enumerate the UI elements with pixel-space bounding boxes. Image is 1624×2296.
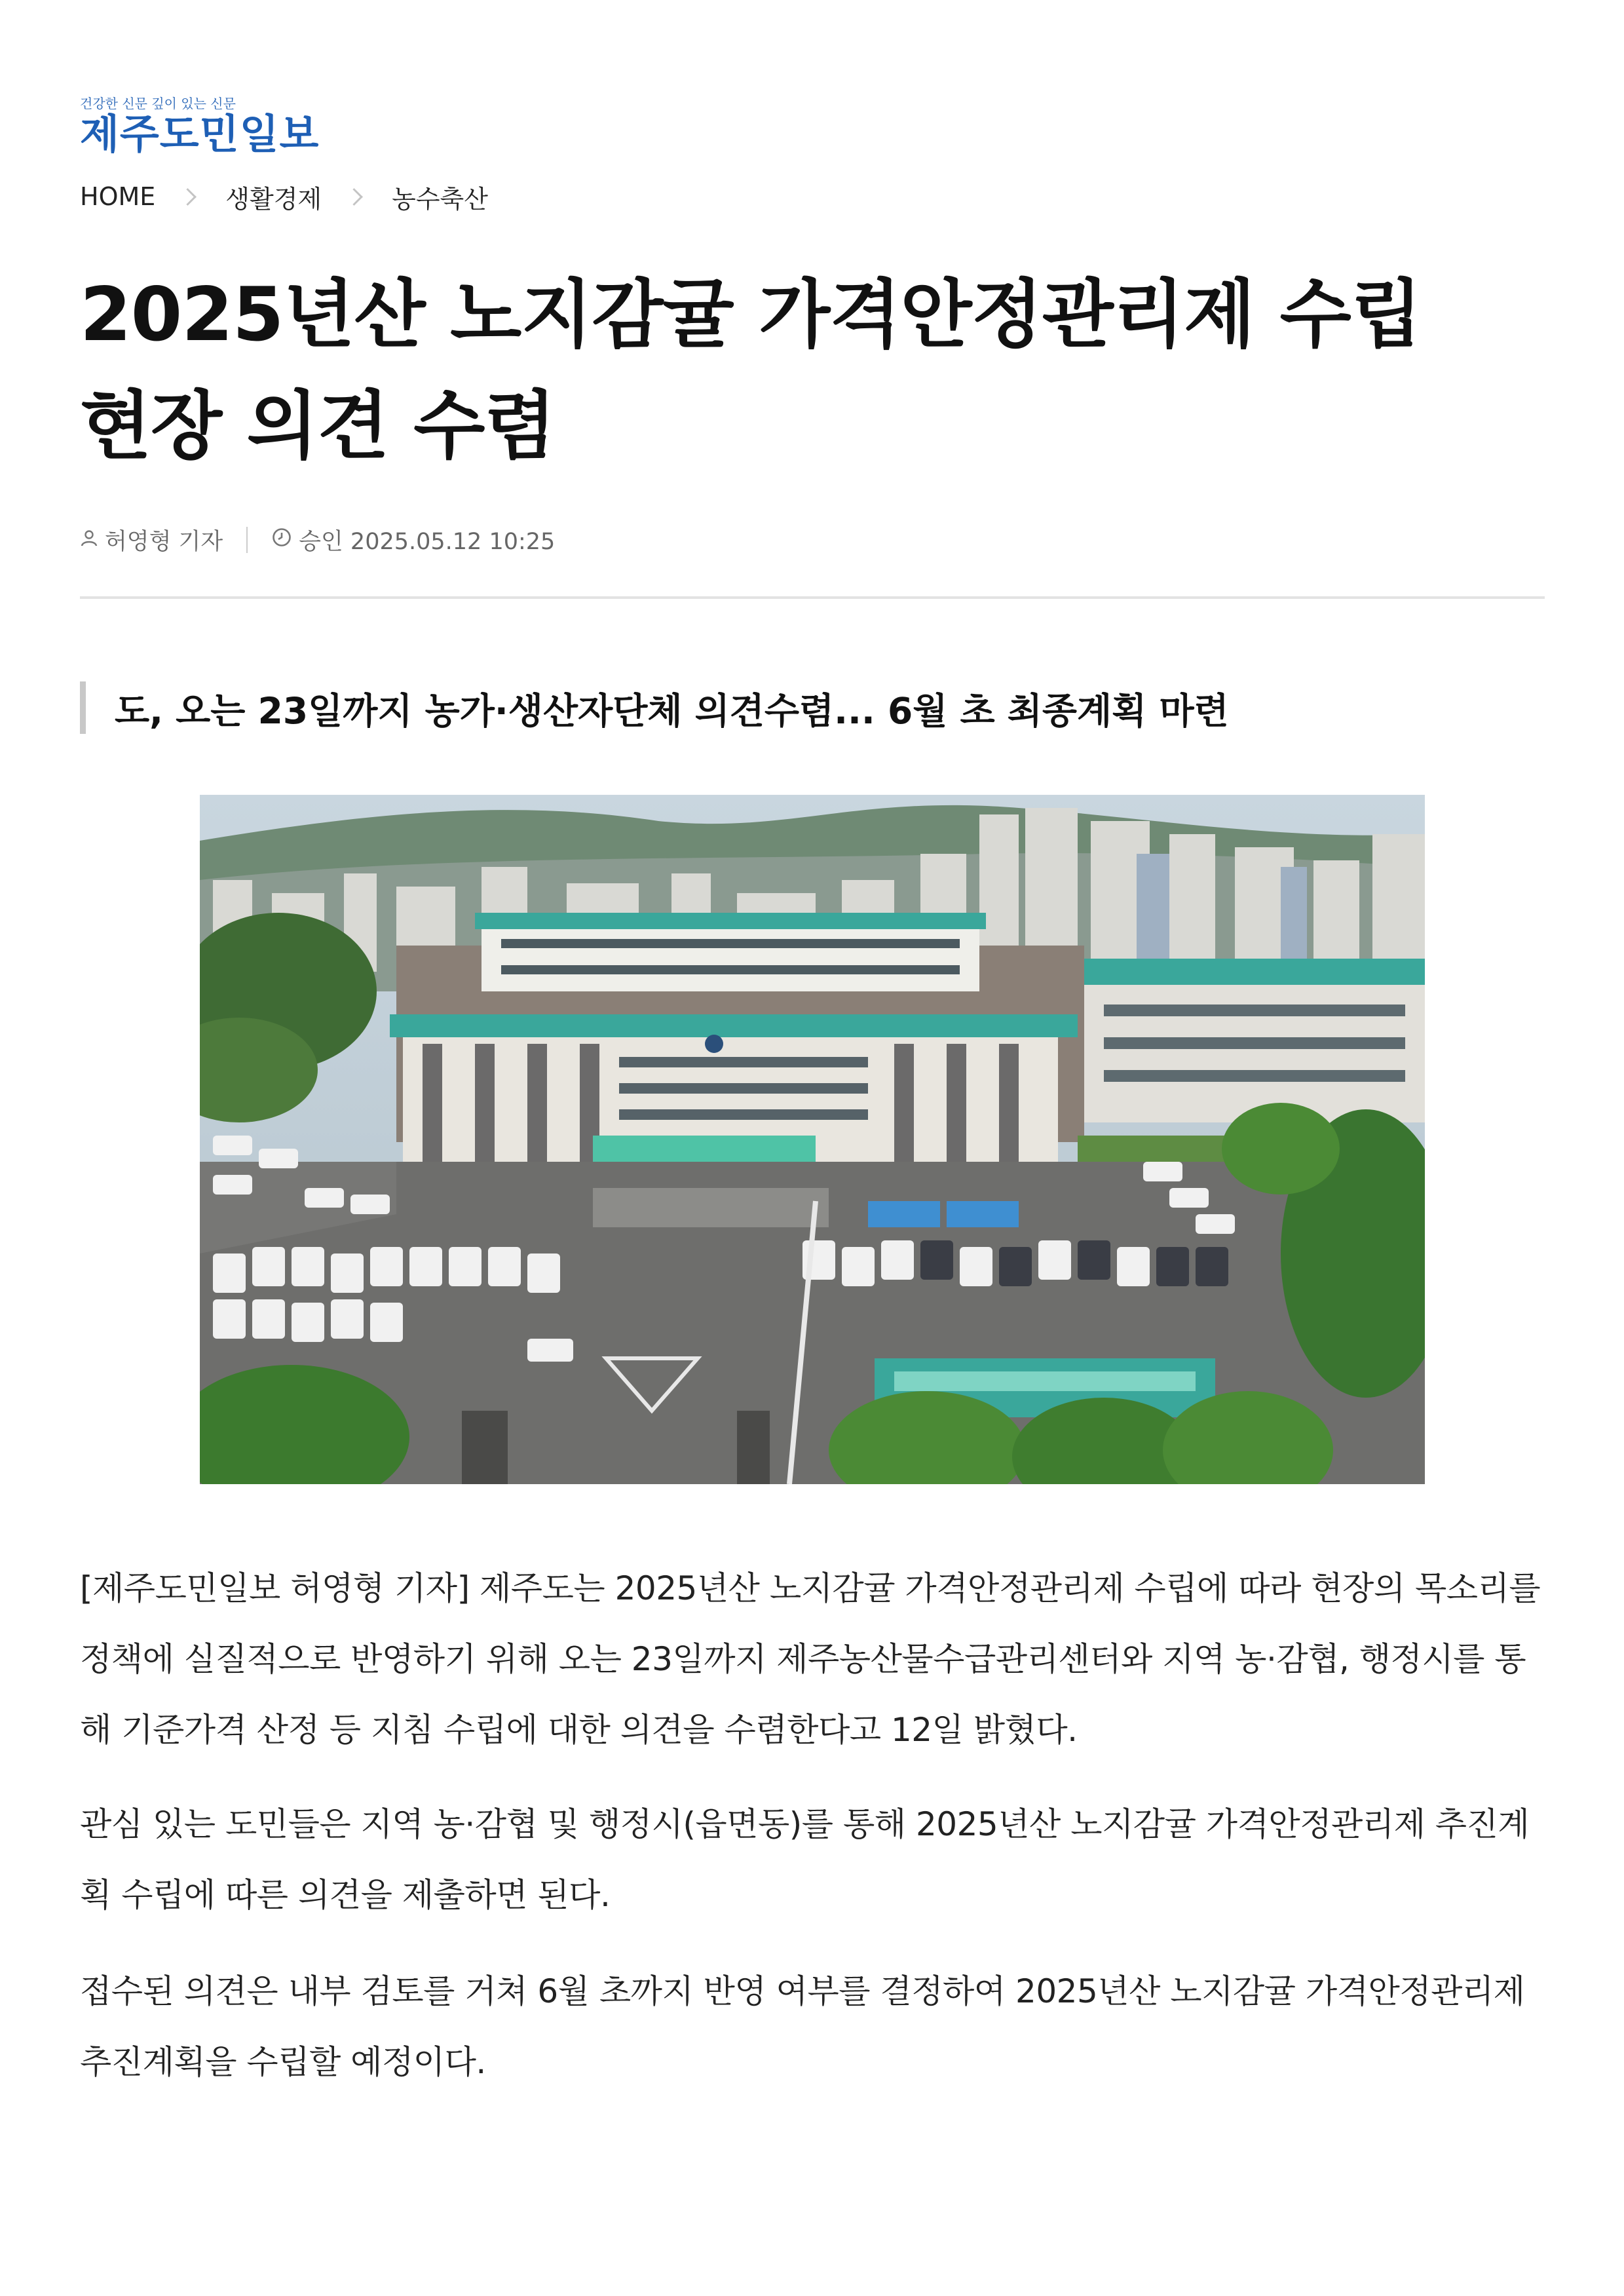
header-divider (80, 596, 1545, 599)
chevron-right-icon (179, 188, 197, 206)
site-logo[interactable] (80, 96, 319, 157)
article-title-line-2: 현장 의견 수렴 (80, 383, 556, 469)
article-photo (200, 795, 1425, 1484)
article-paragraph-1: [제주도민일보 허영형 기자] 제주도는 2025년산 노지감귤 가격안정관리제 수립에 따라 현장의 목소리를 정책에 실질적으로 반영하기 위해 오는 23일까지 제주농산물수급관리센터와 지역 농·감협, 행정시를 통해 기준가격 산정 등 지침 수립에 대한 의견을 수렴한다고 12일 밝혔다. (80, 1569, 1541, 1749)
article-paragraph-2: 관심 있는 도민들은 지역 농·감협 및 행정시(읍면동)를 통해 2025년산 노지감귤 가격안정관리제 추진계획 수립에 따른 의견을 제출하면 된다. (80, 1805, 1530, 1914)
clock-icon (271, 527, 292, 554)
article-title-line-1: 2025년산 노지감귤 가격안정관리제 수립 (80, 271, 1422, 358)
article-meta (80, 522, 555, 558)
logo-slogan: 건강한 신문 깊이 있는 신문 (80, 96, 236, 111)
breadcrumb-subsection[interactable]: 농수축산 (392, 184, 488, 214)
person-icon (80, 527, 98, 553)
breadcrumb-home[interactable]: HOME (80, 182, 156, 211)
article-paragraph-3: 접수된 의견은 내부 검토를 거쳐 6월 초까지 반영 여부를 결정하여 2025년산 노지감귤 가격안정관리제 추진계획을 수립할 예정이다. (80, 1972, 1525, 2081)
breadcrumb (80, 178, 488, 215)
article-author: 허영형 기자 (105, 529, 223, 555)
chevron-right-icon (345, 188, 363, 206)
logo-name: 제주도민일보 (80, 110, 320, 158)
article-subtitle: 도, 오는 23일까지 농가·생산자단체 의견수렴... 6월 초 최종계획 마련 (80, 681, 1229, 734)
article-approved-time: 승인 2025.05.12 10:25 (299, 529, 556, 555)
meta-divider (246, 527, 248, 553)
breadcrumb-section[interactable]: 생활경제 (225, 184, 322, 214)
article-title (80, 259, 1545, 482)
